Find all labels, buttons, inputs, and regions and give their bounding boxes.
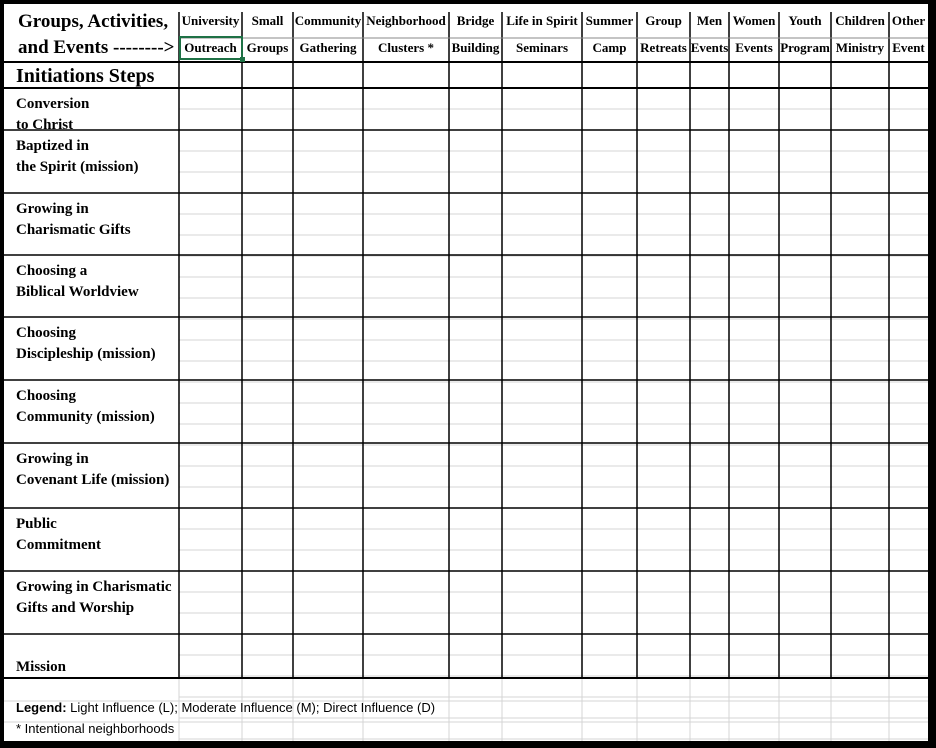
step-label-8-line1: Public <box>16 516 57 532</box>
step-label-1-line2: to Christ <box>16 117 74 133</box>
step-label-6-line1: Choosing <box>16 388 77 404</box>
column-header-4-line2: Clusters * <box>378 40 434 55</box>
fill-handle[interactable] <box>240 57 245 62</box>
legend-footnote: * Intentional neighborhoods <box>16 721 175 736</box>
column-header-5-line2: Building <box>451 40 500 55</box>
table-borders <box>4 4 928 741</box>
step-label-4-line2: Biblical Worldview <box>16 284 139 300</box>
legend-text: Light Influence (L); Moderate Influence (M); Direct Influence (D) <box>66 700 436 715</box>
legend-label: Legend: <box>16 700 67 715</box>
step-label-8-line2: Commitment <box>16 537 101 553</box>
step-label-3-line2: Charismatic Gifts <box>16 222 131 238</box>
column-header-6-line2: Seminars <box>516 40 568 55</box>
step-label-3-line1: Growing in <box>16 201 89 217</box>
column-header-1-line2: Outreach <box>184 40 237 55</box>
column-header-6-line1: Life in Spirit <box>506 13 578 28</box>
step-label-2-line1: Baptized in <box>16 138 89 154</box>
step-label-10-line2: Mission <box>16 659 67 675</box>
section-title: Initiations Steps <box>16 65 155 87</box>
column-header-1-line1: University <box>181 13 240 28</box>
column-header-12-line2: Ministry <box>835 40 885 55</box>
step-label-1-line1: Conversion <box>16 96 90 112</box>
column-header-13-line1: Other <box>891 13 926 28</box>
spreadsheet-sheet <box>4 4 928 741</box>
step-label-9-line2: Gifts and Worship <box>16 600 135 616</box>
column-header-3-line1: Community <box>294 13 362 28</box>
column-header-9-line1: Men <box>696 13 723 28</box>
step-label-2-line2: the Spirit (mission) <box>16 159 139 175</box>
column-header-11-line1: Youth <box>788 13 822 28</box>
step-label-6-line2: Community (mission) <box>16 409 155 425</box>
column-header-7-line2: Camp <box>592 40 627 55</box>
cell-gridlines <box>4 4 928 741</box>
column-header-8-line2: Retreats <box>640 40 687 55</box>
table-title-line2: and Events --------> <box>18 37 175 58</box>
column-header-11-line2: Program <box>780 40 830 55</box>
step-label-5-line1: Choosing <box>16 325 77 341</box>
column-header-2-line1: Small <box>251 13 284 28</box>
column-header-2-line2: Groups <box>246 40 289 55</box>
table-title-line1: Groups, Activities, <box>18 11 169 32</box>
step-label-9-line1: Growing in Charismatic <box>16 579 172 595</box>
column-header-12-line1: Children <box>835 13 885 28</box>
column-header-10-line2: Events <box>735 40 773 55</box>
column-header-5-line1: Bridge <box>456 13 495 28</box>
column-header-7-line1: Summer <box>585 13 634 28</box>
step-label-4-line1: Choosing a <box>16 263 88 279</box>
column-header-9-line2: Events <box>690 40 729 55</box>
step-label-5-line2: Discipleship (mission) <box>16 346 156 362</box>
column-header-13-line2: Event <box>892 40 925 55</box>
column-header-3-line2: Gathering <box>299 40 357 55</box>
step-label-7-line2: Covenant Life (mission) <box>16 472 170 488</box>
column-header-10-line1: Women <box>732 13 776 28</box>
column-header-4-line1: Neighborhood <box>366 13 446 28</box>
step-label-7-line1: Growing in <box>16 451 89 467</box>
column-header-8-line1: Group <box>645 13 682 28</box>
legend <box>16 701 435 714</box>
